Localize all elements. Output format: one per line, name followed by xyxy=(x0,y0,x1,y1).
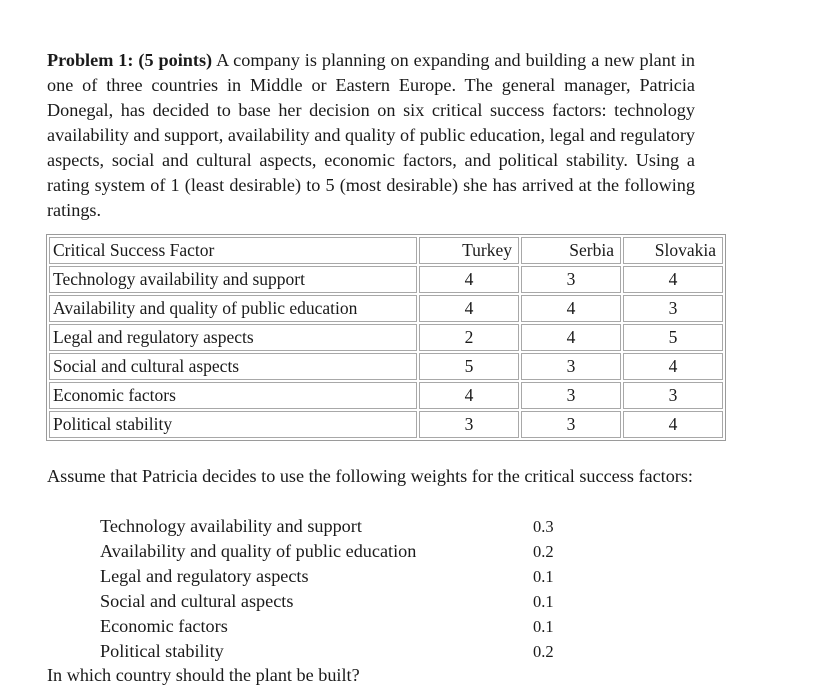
table-row xyxy=(49,411,723,438)
weight-factor: Economic factors xyxy=(100,616,228,636)
weight-factor: Legal and regulatory aspects xyxy=(100,566,309,586)
rating-cell: 5 xyxy=(623,324,723,351)
rating-cell: 3 xyxy=(521,353,621,380)
factor-cell: Political stability xyxy=(49,411,417,438)
table-row xyxy=(49,295,723,322)
weight-value: 0.3 xyxy=(533,517,554,536)
table-row xyxy=(49,324,723,351)
table-row xyxy=(49,353,723,380)
rating-cell: 3 xyxy=(521,266,621,293)
factor-cell: Technology availability and support xyxy=(49,266,417,293)
weights-intro: Assume that Patricia decides to use the following weights for the critical success factors: xyxy=(47,466,693,486)
rating-cell: 4 xyxy=(623,353,723,380)
problem-text: A company is planning on expanding and building a new plant in one of three countries in Middle or Eastern Europe. The general manager, Patricia Donegal, has decided to base her decision on six critical success factors: technology availability and support, availability and quality of public education, legal and regulatory aspects, social and cultural aspects, economic factors, and political stability. Using a rating system of 1 (least desirable) to 5 (most desirable) she has arrived at the following ratings. xyxy=(47,50,695,220)
problem-heading: Problem 1: (5 points) xyxy=(47,50,213,70)
rating-cell: 4 xyxy=(521,295,621,322)
header-slovakia: Slovakia xyxy=(623,237,723,264)
list-item xyxy=(100,639,573,664)
weight-factor: Social and cultural aspects xyxy=(100,591,294,611)
rating-cell: 5 xyxy=(419,353,519,380)
weight-factor: Technology availability and support xyxy=(100,516,362,536)
table-row xyxy=(49,382,723,409)
weight-value: 0.2 xyxy=(533,542,554,561)
header-critical-success-factor: Critical Success Factor xyxy=(49,237,417,264)
rating-cell: 4 xyxy=(419,266,519,293)
rating-cell: 4 xyxy=(623,411,723,438)
weight-factor: Political stability xyxy=(100,641,224,661)
question-text: In which country should the plant be built? xyxy=(47,665,360,685)
weights-list xyxy=(100,514,573,664)
rating-cell: 4 xyxy=(419,295,519,322)
rating-cell: 4 xyxy=(521,324,621,351)
list-item xyxy=(100,614,573,639)
problem-statement xyxy=(47,48,695,223)
factor-cell: Legal and regulatory aspects xyxy=(49,324,417,351)
rating-cell: 3 xyxy=(419,411,519,438)
weight-value: 0.1 xyxy=(533,617,554,636)
table-header-row xyxy=(49,237,723,264)
rating-cell: 4 xyxy=(623,266,723,293)
factor-cell: Availability and quality of public education xyxy=(49,295,417,322)
weight-value: 0.1 xyxy=(533,592,554,611)
header-serbia: Serbia xyxy=(521,237,621,264)
rating-cell: 3 xyxy=(623,295,723,322)
list-item xyxy=(100,589,573,614)
list-item xyxy=(100,514,573,539)
rating-cell: 3 xyxy=(623,382,723,409)
rating-cell: 4 xyxy=(419,382,519,409)
weight-value: 0.2 xyxy=(533,642,554,661)
header-turkey: Turkey xyxy=(419,237,519,264)
rating-cell: 3 xyxy=(521,411,621,438)
list-item xyxy=(100,539,573,564)
weight-factor: Availability and quality of public education xyxy=(100,541,417,561)
table-row xyxy=(49,266,723,293)
rating-cell: 2 xyxy=(419,324,519,351)
weight-value: 0.1 xyxy=(533,567,554,586)
rating-cell: 3 xyxy=(521,382,621,409)
list-item xyxy=(100,564,573,589)
factor-cell: Economic factors xyxy=(49,382,417,409)
ratings-table xyxy=(46,234,726,441)
factor-cell: Social and cultural aspects xyxy=(49,353,417,380)
